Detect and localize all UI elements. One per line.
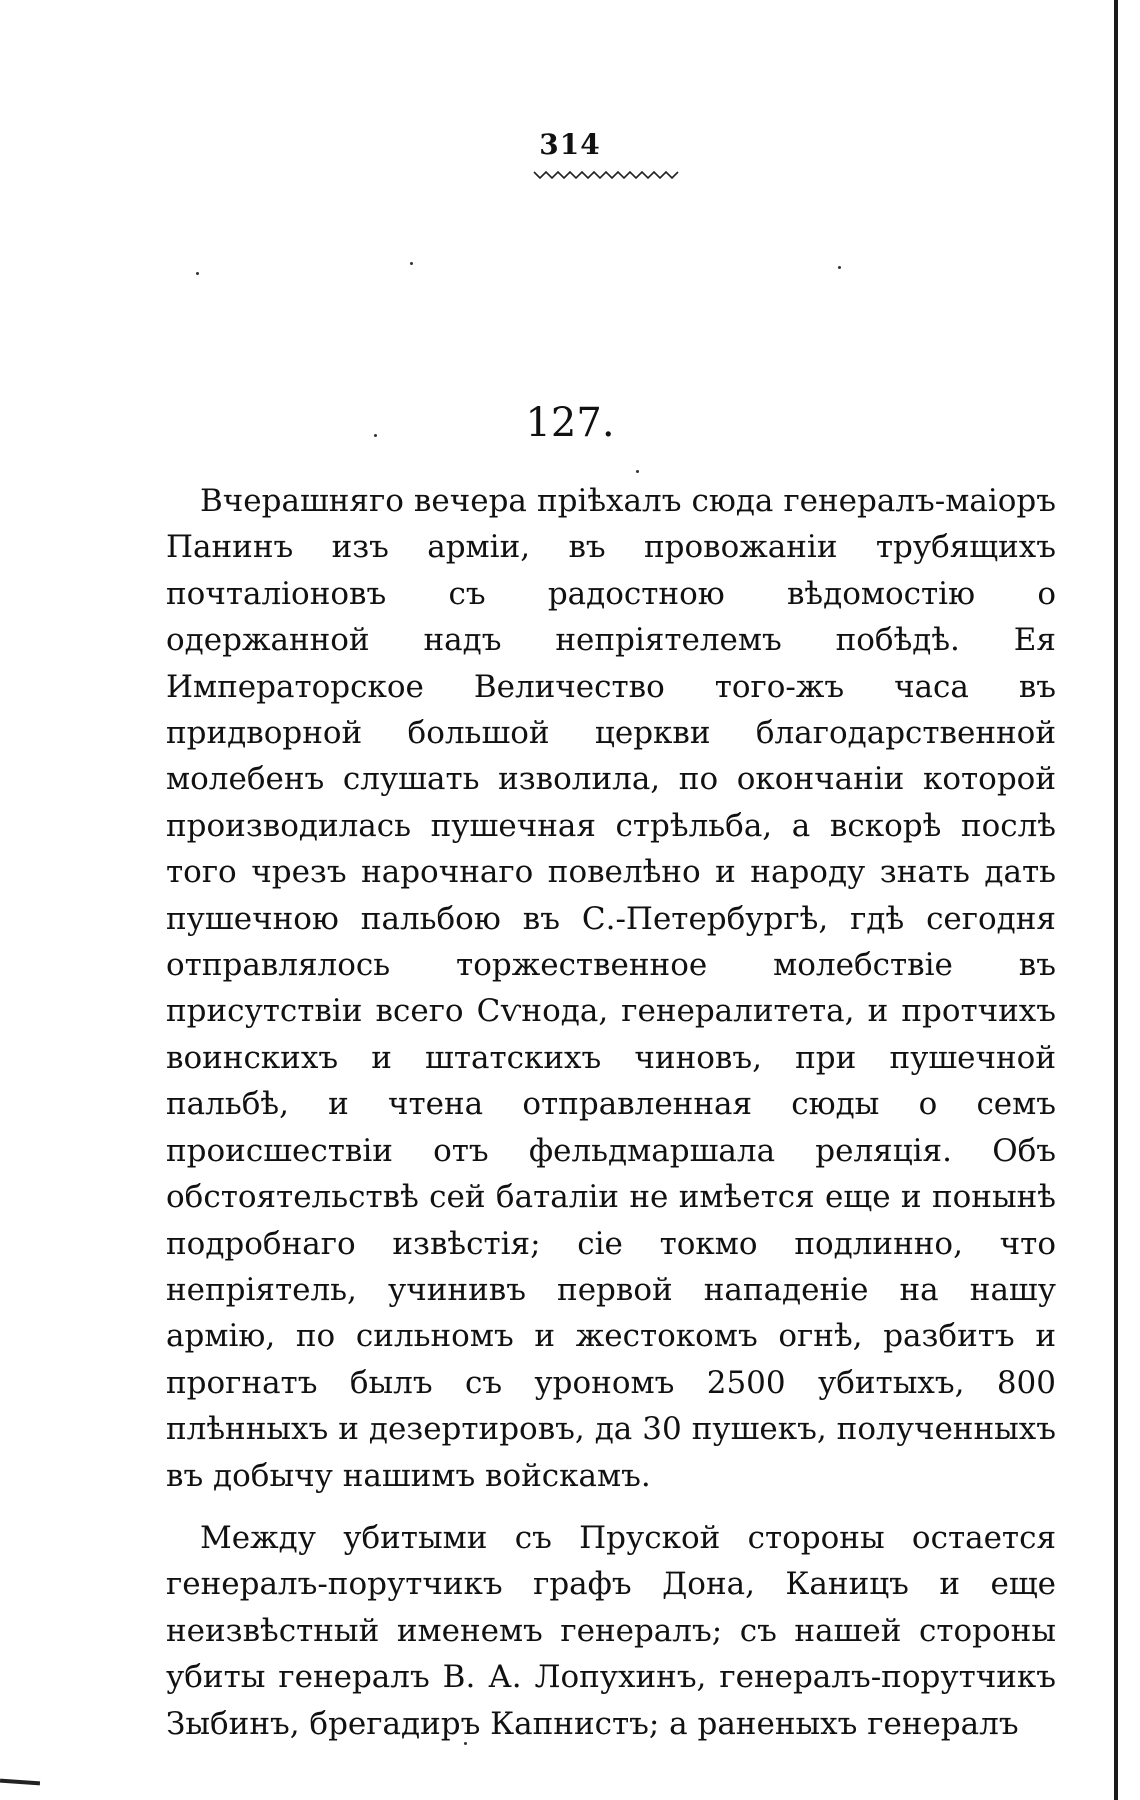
section-number: 127. (525, 400, 615, 446)
print-speck (410, 262, 413, 265)
page-number: 314 (539, 128, 601, 161)
wavy-rule-ornament (532, 168, 682, 182)
scan-mark (0, 1779, 40, 1786)
paragraph-1: Вчерашняго вечера пріѣхалъ сюда генералъ-маіоръ Панинъ изъ арміи, въ провожаніи трубящихъ почталіоновъ съ радостною вѣдомостію о одержанной надъ непріятелемъ побѣдѣ. Ея Императорское Величество того-жъ часа въ придворной большой церкви благодарственной молебенъ слушать изволила, по окончаніи которой производилась пушечная стрѣльба, а вскорѣ послѣ того чрезъ нарочнаго повелѣно и народу знать дать пушечною пальбою въ С.-Петербургѣ, гдѣ сегодня отправлялось торжественное молебствіе въ присутствіи всего Сѵнода, генералитета, и протчихъ воинскихъ и штатскихъ чиновъ, при пушечной пальбѣ, и чтена отправленная сюды о семъ происшествіи отъ фельдмаршала реляція. Объ обстоятельствѣ сей баталіи не имѣется еще и понынѣ подробнаго извѣстія; сіе токмо подлинно, что непріятель, учинивъ первой нападеніе на нашу армію, по сильномъ и жестокомъ огнѣ, разбитъ и прогнатъ былъ съ урономъ 2500 убитыхъ, 800 плѣнныхъ и дезертировъ, да 30 пушекъ, полученныхъ въ добычу нашимъ войскамъ. (166, 483, 1056, 1494)
print-speck (838, 266, 841, 269)
print-speck (196, 272, 199, 275)
print-speck (464, 1742, 467, 1745)
print-speck (636, 470, 639, 473)
body-text (166, 478, 1056, 1747)
paragraph-2: Между убитыми съ Пруской стороны остается генералъ-порутчикъ графъ Дона, Каницъ и еще неизвѣстный именемъ генералъ; съ нашей стороны убиты генералъ В. А. Лопухинъ, генералъ-порутчикъ Зыбинъ, брегадиръ Капнистъ; а раненыхъ генералъ (166, 1519, 1056, 1742)
print-speck (374, 434, 377, 437)
page-edge-shadow (1114, 0, 1118, 1800)
